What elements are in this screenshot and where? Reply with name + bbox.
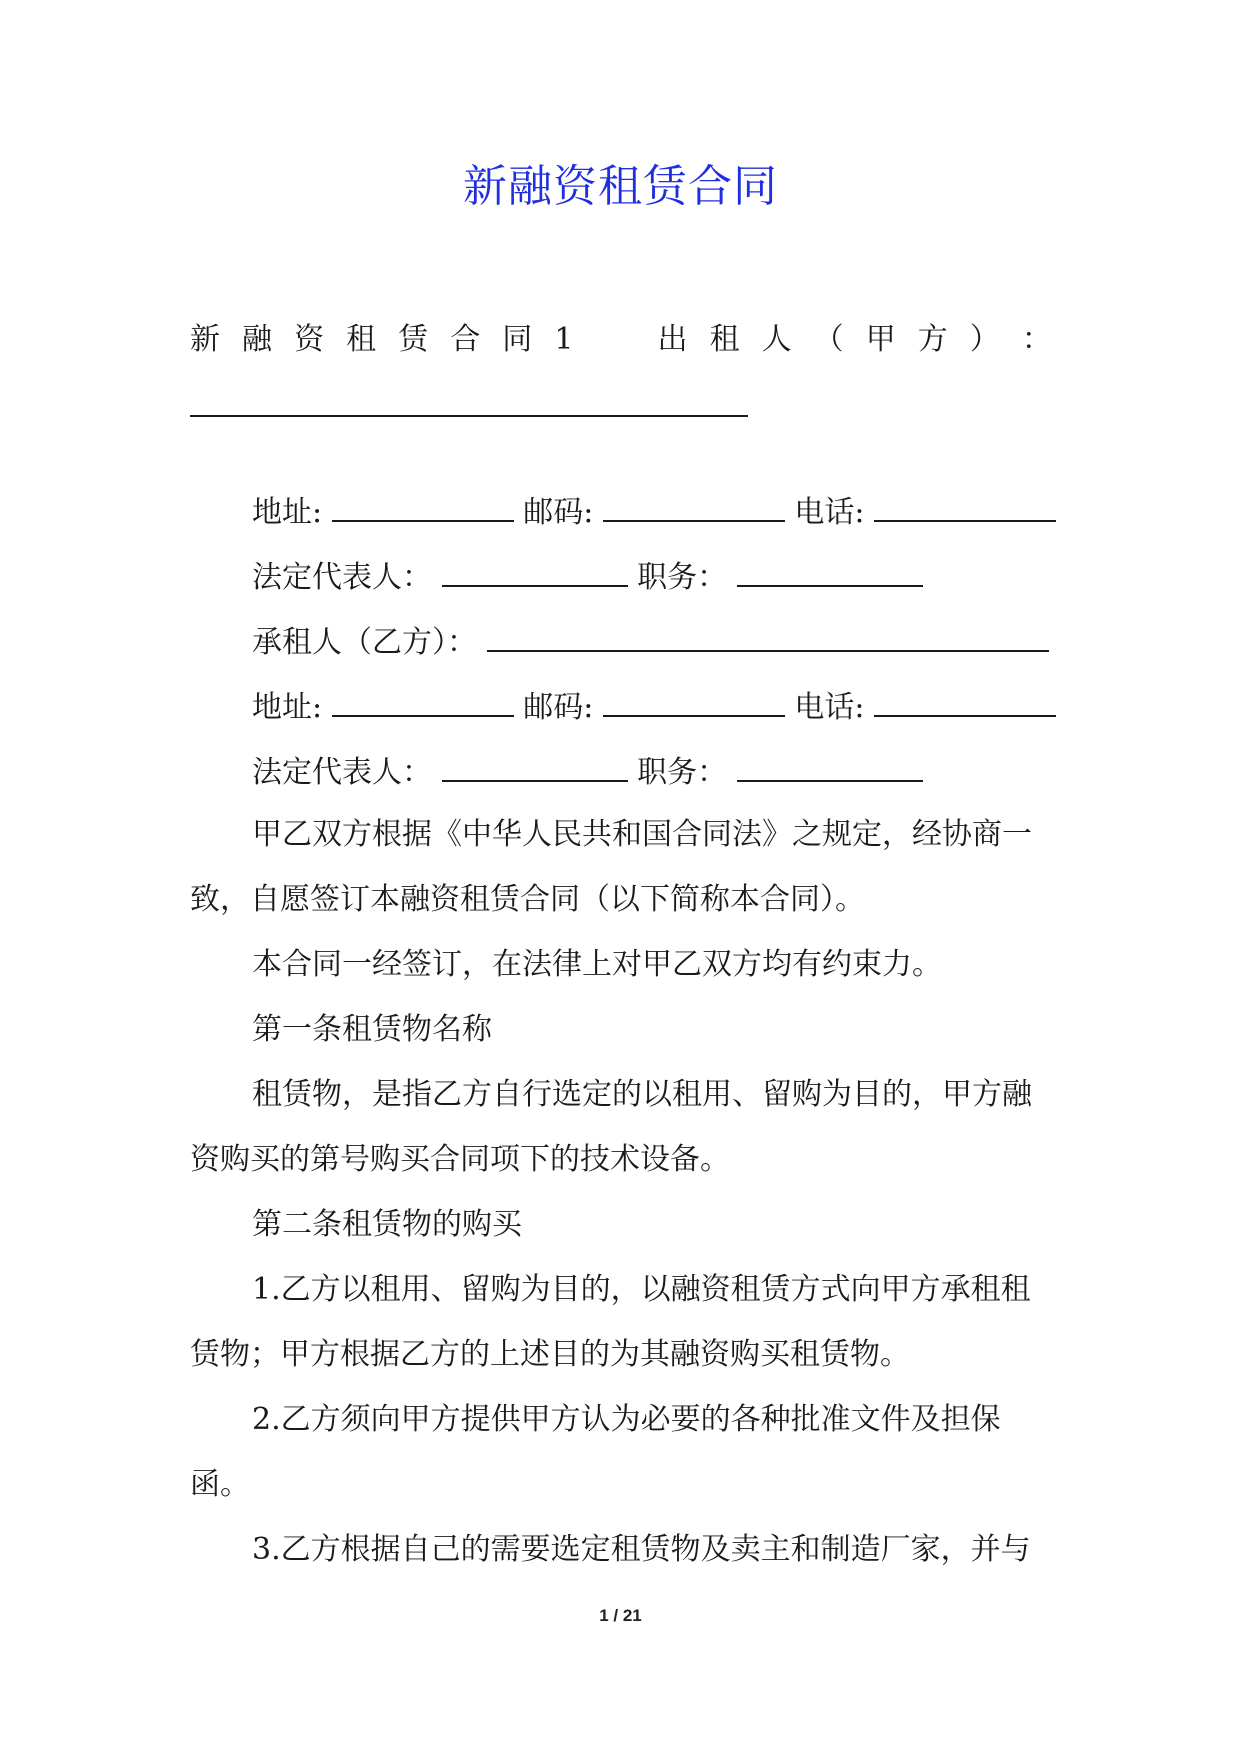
rep-label: 法定代表人： xyxy=(252,560,432,595)
lessee-blank[interactable] xyxy=(487,620,1049,652)
header-char: 合 xyxy=(450,322,481,357)
phone-blank[interactable] xyxy=(874,685,1056,717)
address-label: 地址: xyxy=(252,690,323,725)
paragraph-line: 致，自愿签订本融资租赁合同（以下简称本合同）。 xyxy=(190,882,865,917)
zip-blank[interactable] xyxy=(603,685,785,717)
list-item-line: 函。 xyxy=(190,1467,250,1502)
page-indicator: 1 / 21 xyxy=(599,1606,642,1625)
rep-blank[interactable] xyxy=(442,750,628,782)
title-blank[interactable] xyxy=(737,555,923,587)
header-char: 人 xyxy=(761,322,792,357)
header-char: ） xyxy=(969,322,1000,357)
header-char: ： xyxy=(1021,322,1052,357)
lessee-line xyxy=(252,620,1049,663)
header-char: 租 xyxy=(709,322,740,357)
header-char: 同 xyxy=(502,322,533,357)
rep-label: 法定代表人： xyxy=(252,755,432,790)
list-item-line: 赁物；甲方根据乙方的上述目的为其融资购买租赁物。 xyxy=(190,1337,910,1372)
lessee-address-line xyxy=(252,685,1056,728)
header-char: 融 xyxy=(242,322,273,357)
lessee-rep-line xyxy=(252,750,923,793)
phone-label: 电话: xyxy=(794,690,865,725)
zip-label: 邮码: xyxy=(523,495,594,530)
header-char: 新 xyxy=(190,322,220,357)
header-char: 资 xyxy=(294,322,325,357)
zip-label: 邮码: xyxy=(523,690,594,725)
list-item-line: 1.乙方以租用、留购为目的，以融资租赁方式向甲方承租租 xyxy=(252,1272,1031,1307)
header-gap xyxy=(595,320,635,360)
article-heading: 第二条租赁物的购买 xyxy=(252,1207,522,1242)
address-blank[interactable] xyxy=(332,490,514,522)
address-blank[interactable] xyxy=(332,685,514,717)
lessor-name-blank-line xyxy=(190,385,748,428)
header-char: 赁 xyxy=(398,322,429,357)
address-label: 地址: xyxy=(252,495,323,530)
list-item-line: 3.乙方根据自己的需要选定租赁物及卖主和制造厂家，并与 xyxy=(252,1532,1031,1567)
paragraph-line: 本合同一经签订，在法律上对甲乙双方均有约束力。 xyxy=(252,947,942,982)
header-char: 甲 xyxy=(865,322,896,357)
paragraph-line: 甲乙双方根据《中华人民共和国合同法》之规定，经协商一 xyxy=(252,817,1032,852)
document-title: 新融资租赁合同 xyxy=(463,161,778,212)
header-char: 方 xyxy=(917,322,948,357)
title-blank[interactable] xyxy=(737,750,923,782)
lessor-address-line xyxy=(252,490,1056,533)
phone-label: 电话: xyxy=(794,495,865,530)
header-char: 出 xyxy=(657,322,688,357)
header-char: 1 xyxy=(554,322,574,357)
paragraph-line: 资购买的第号购买合同项下的技术设备。 xyxy=(190,1142,730,1177)
header-char: 租 xyxy=(346,322,377,357)
lessee-label: 承租人（乙方）： xyxy=(252,625,477,660)
header-line xyxy=(190,320,1052,360)
title-label: 职务： xyxy=(637,755,728,790)
title-label: 职务： xyxy=(637,560,728,595)
phone-blank[interactable] xyxy=(874,490,1056,522)
list-item-line: 2.乙方须向甲方提供甲方认为必要的各种批准文件及担保 xyxy=(252,1402,1001,1437)
paragraph-line: 租赁物，是指乙方自行选定的以租用、留购为目的，甲方融 xyxy=(252,1077,1032,1112)
header-char: （ xyxy=(813,322,844,357)
zip-blank[interactable] xyxy=(603,490,785,522)
rep-blank[interactable] xyxy=(442,555,628,587)
article-heading: 第一条租赁物名称 xyxy=(252,1012,492,1047)
fill-blank[interactable] xyxy=(190,385,748,417)
lessor-rep-line xyxy=(252,555,923,598)
